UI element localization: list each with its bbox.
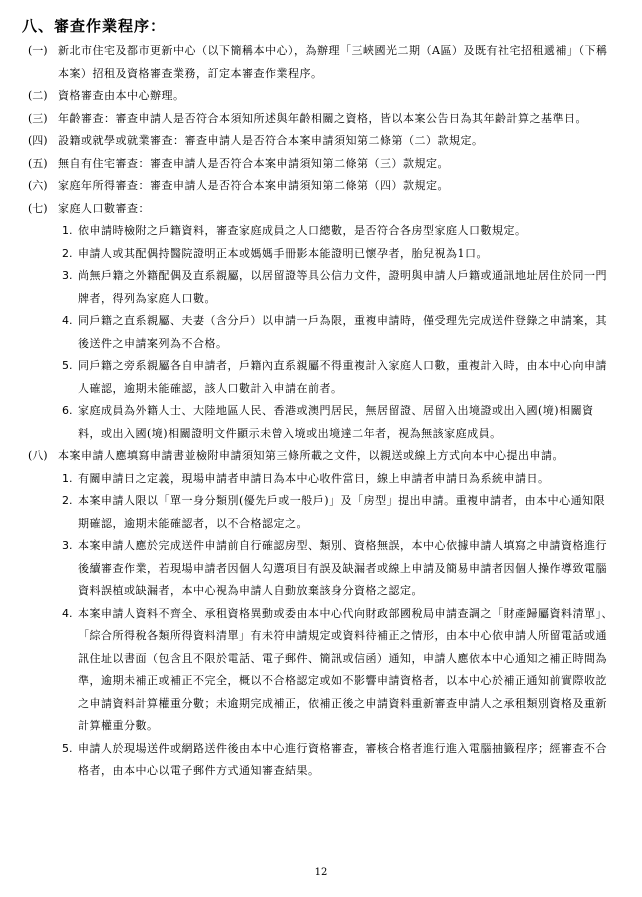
section-2 [0,85,642,108]
section-text: 設籍或就學或就業審查：審查申請人是否符合本案申請須知第二條第（二）款規定。 [58,134,484,147]
section-text: 新北市住宅及都市更新中心（以下簡稱本中心），為辦理「三峽國光二期（A區）及既有社宅招租遞補」（下稱本案）招租及資格審查業務，訂定本審查作業程序。 [58,44,608,80]
list-item-text: 依申請時檢附之戶籍資料，審查家庭成員之人口總數，是否符合各房型家庭人口數規定。 [78,224,527,237]
list-item-number: 3. [62,269,73,282]
list-item-number: 4. [62,606,73,620]
section-1 [0,40,642,85]
section-number: (一) [28,44,48,57]
list-item-number: 5. [62,741,73,755]
list-item [0,355,642,400]
list-item [0,243,642,266]
section-number: (七) [28,201,48,215]
page-number: 12 [314,867,328,878]
section-number: (六) [28,179,48,192]
section-3 [0,108,642,131]
list-item-number: 1. [62,471,73,485]
list-item-text: 申請人於現場送件或網路送件後由本中心進行資格審查，審核合格者進行進入電腦抽籤程序；經審查不合格者，由本中心以電子郵件方式通知審查結果。 [78,741,607,777]
list-item [0,468,642,491]
section-text: 資格審查由本中心辦理。 [58,89,185,102]
list-item-text: 尚無戶籍之外籍配偶及直系親屬，以居留證等具公信力文件，證明與申請人戶籍或通訊地址居住於同一門牌者，得列為家庭人口數。 [78,269,607,305]
section-6 [0,175,642,198]
list-item-number: 5. [62,359,73,372]
list-item-number: 3. [62,539,73,552]
section-text: 本案申請人應填寫申請書並檢附申請須知第三條所載之文件，以親送或線上方式向本中心提出申請。 [58,449,564,462]
list-item-number: 1. [62,224,73,237]
list-item [0,400,642,445]
list-item-text: 家庭成員為外籍人士、大陸地區人民、香港或澳門居民，無居留證、居留入出境證或出入國(境)相關資料，或出入國(境)相關證明文件顯示未曾入境或出境達二年者，視為無該家庭成員。 [78,404,594,440]
section-text: 家庭人口數審查： [58,201,150,215]
list-item-text: 本案申請人限以「單一身分類別(優先戶或一般戶)」及「房型」提出申請。重複申請者，由本中心通知限期確認，逾期未能確認者，以不合格認定之。 [78,494,606,530]
list-item-text: 同戶籍之旁系親屬各自申請者，戶籍內直系親屬不得重複計入家庭人口數，重複計入時，由本中心向申請人確認，逾期未能確認，該人口數計入申請在前者。 [78,359,607,395]
section-number: (五) [28,156,48,170]
section-number: (八) [28,449,48,462]
section-heading: 八、審查作業程序： [22,17,167,35]
section-text: 年齡審查：審查申請人是否符合本須知所述與年齡相關之資格，皆以本案公告日為其年齡計算之基準日。 [58,111,587,125]
section-4 [0,130,642,153]
list-item-text: 申請人或其配偶持醫院證明正本或媽媽手冊影本能證明已懷孕者，胎兒視為1口。 [78,246,488,260]
list-item-text: 同戶籍之直系親屬、夫妻（含分戶）以申請一戶為限，重複申請時，僅受理先完成送件登錄之申請案，其後送件之申請案列為不合格。 [78,314,607,350]
list-item [0,603,642,738]
list-item [0,265,642,310]
list-item [0,535,642,603]
section-text: 家庭年所得審查：審查申請人是否符合本案申請須知第二條第（四）款規定。 [58,179,449,192]
section-number: (二) [28,89,48,102]
list-item-number: 2. [62,246,73,260]
list-item [0,220,642,243]
section-8 [0,445,642,468]
list-item [0,310,642,355]
section-number: (四) [28,134,48,147]
list-item-text: 有關申請日之定義，現場申請者申請日為本中心收件當日，線上申請者申請日為系統申請日。 [78,471,550,485]
list-item-number: 2. [62,494,73,507]
list-item [0,490,642,535]
list-item-text: 本案申請人資料不齊全、承租資格異動或委由本中心代向財政部國稅局申請查調之「財產歸屬資料清單」、「綜合所得稅各類所得資料清單」有未符申請規定或資料待補正之情形，由本中心依申請人所留電話或通訊住址以書面（包含且不限於電話、電子郵件、簡訊或信函）通知，申請人應依本中心通知之補正時間為準，逾期未補正或補正不完全，概以不合格認定或如不影響申請資格者，以本中心於補正通知前實際收訖之申請資料計算權重分數；未逾期完成補正，依補正後之申請資料重新審查申請人之承租類別資格及重新計算權重分數。 [78,606,613,732]
list-item-number: 4. [62,314,73,327]
list-item-text: 本案申請人應於完成送件申請前自行確認房型、類別、資格無誤，本中心依據申請人填寫之申請資格進行後續審查作業，若現場申請者因個人勾選項目有誤及缺漏者或線上申請及簡易申請者因個人操作導致電腦資料誤植或缺漏者，本中心視為申請人自動放棄該身分資格之認定。 [78,539,607,597]
list-item-number: 6. [62,404,73,417]
document-body [0,40,642,783]
section-7 [0,198,642,221]
list-item [0,738,642,783]
section-text: 無自有住宅審查：審查申請人是否符合本案申請須知第二條第（三）款規定。 [58,156,449,170]
section-number: (三) [28,111,48,125]
section-5 [0,153,642,176]
